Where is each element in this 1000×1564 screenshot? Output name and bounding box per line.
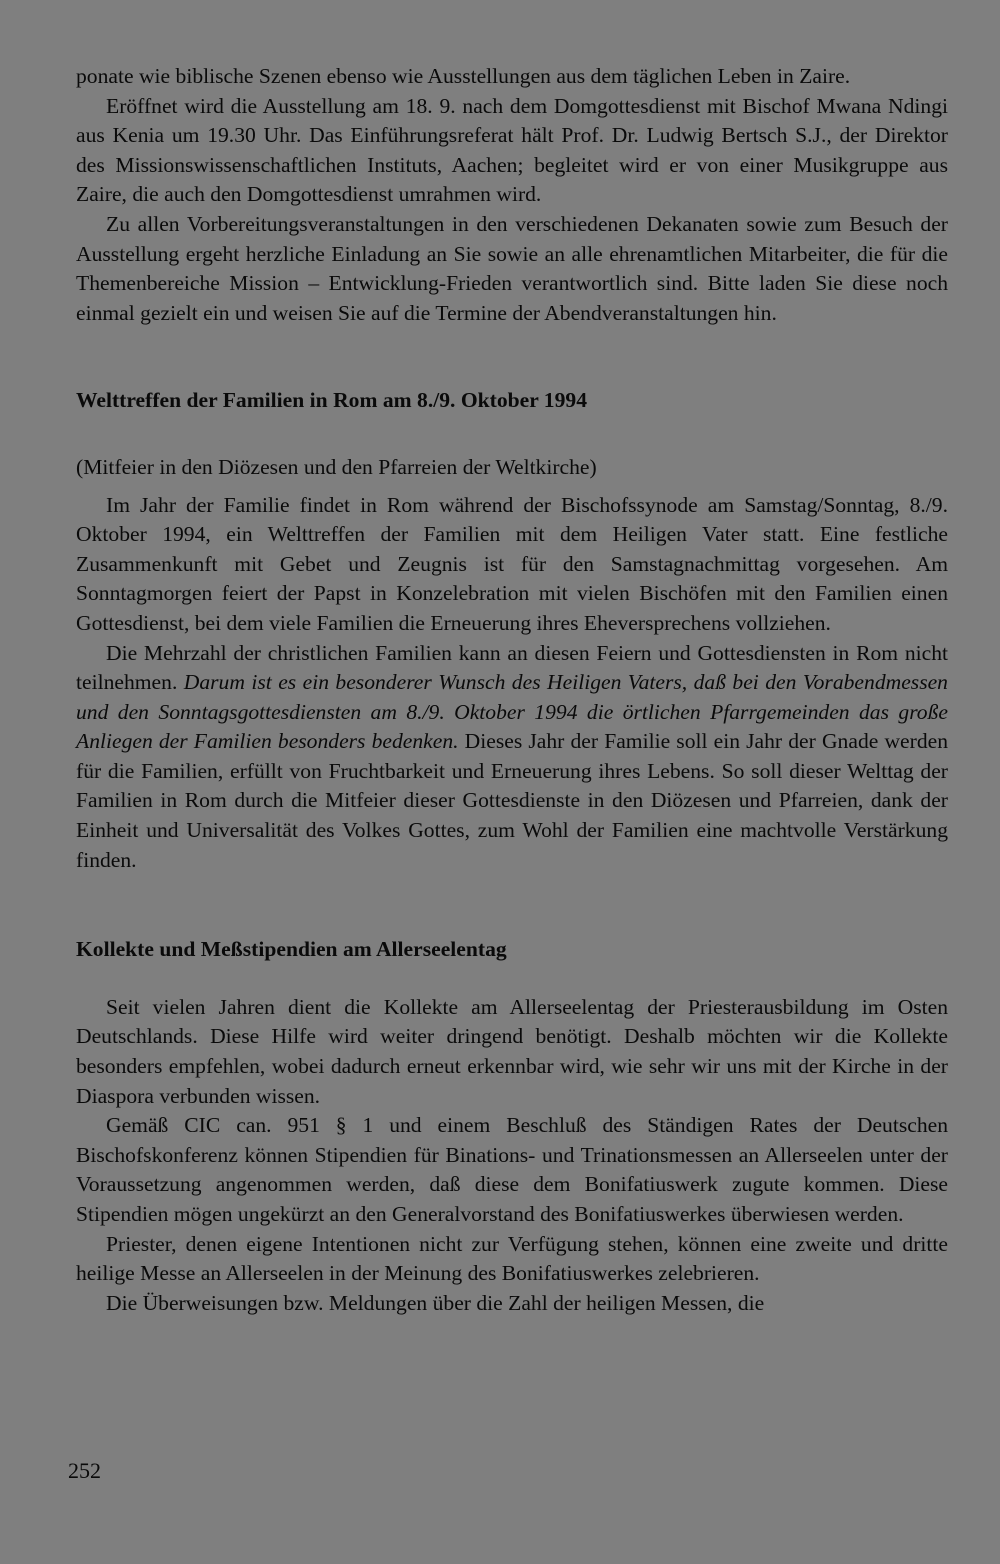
page-number: 252 [68,1458,101,1483]
document-page [76,62,948,1318]
collection-paragraph-3: Priester, denen eigene Intentionen nicht zur Verfügung stehen, können eine zweite und dritte heilige Messe an Allerseelen in der Meinung des Bonifatiuswerkes zelebrieren. [76,1231,948,1286]
continuation-paragraph: ponate wie biblische Szenen ebenso wie Ausstellungen aus dem täglichen Leben in Zaire. [76,64,851,88]
section-heading-world-meeting: Welttreffen der Familien in Rom am 8./9. Oktober 1994 [76,388,587,413]
world-meeting-paragraph-2 [76,639,948,876]
invitation-paragraph: Zu allen Vorbereitungsveranstaltungen in den verschiedenen Dekanaten sowie zum Besuch der Ausstellung ergeht herzliche Einladung an Sie sowie an alle ehrenamtlichen Mitarbeiter, die für die Themenbereiche Mission – Entwicklung-Frieden verantwortlich sind. Bitte laden Sie diese noch einmal gezielt ein und weisen Sie auf die Termine der Abendveranstaltungen hin. [76,211,948,325]
section-heading-collection: Kollekte und Meßstipendien am Allerseelentag [76,937,507,962]
exhibition-opening-paragraph: Eröffnet wird die Ausstellung am 18. 9. nach dem Domgottesdienst mit Bischof Mwana Ndingi aus Kenia um 19.30 Uhr. Das Einführungsreferat hält Prof. Dr. Ludwig Bertsch S.J., der Direktor des Missionswissenschaftlichen Instituts, Aachen; begleitet wird er von einer Musikgruppe aus Zaire, die auch den Domgottesdienst umrahmen wird. [76,93,948,207]
collection-paragraph-1: Seit vielen Jahren dient die Kollekte am Allerseelentag der Priesterausbildung im Osten Deutschlands. Diese Hilfe wird weiter dringend benötigt. Deshalb möchten wir die Kollekte besonders empfehlen, wobei dadurch erneut erkennbar wird, wie sehr wir uns mit der Kirche in der Diaspora verbunden wissen. [76,994,948,1108]
paragraph-text: Die Mehrzahl der christlichen Familien kann an diesen Feiern und Gottesdiensten in Rom nicht teilnehmen. [76,640,948,695]
section-subtitle: (Mitfeier in den Diözesen und den Pfarreien der Weltkirche) [76,454,597,479]
emphasized-text: Darum ist es ein besonderer Wunsch des Heiligen Vaters, daß bei den Vorabendmessen und den Sonntagsgottesdiensten am 8./9. Oktober 1994 die örtlichen Pfarrgemeinden das große Anliegen der Familien besonders bedenken. [76,670,948,754]
collection-paragraph-4: Die Überweisungen bzw. Meldungen über die Zahl der heiligen Messen, die [106,1290,765,1315]
paragraph-text: Dieses Jahr der Familie soll ein Jahr der Gnade werden für die Familien, erfüllt von Fruchtbarkeit und Erneuerung ihres Lebens. So soll dieser Welttag der Familien in Rom durch die Mitfeier dieser Gottesdienste in den Diözesen und Pfarreien, dank der Einheit und Universalität des Volkes Gottes, zum Wohl der Familien eine machtvolle Verstärkung finden. [76,729,949,872]
world-meeting-paragraph-1: Im Jahr der Familie findet in Rom während der Bischofssynode am Samstag/Sonntag, 8./9. Oktober 1994, ein Welttreffen der Familien mit dem Heiligen Vater statt. Eine festliche Zusammenkunft mit Gebet und Zeugnis ist für den Samstagnachmittag vorgesehen. Am Sonntagmorgen feiert der Papst in Konzelebration mit vielen Bischöfen mit den Familien einen Gottesdienst, bei dem viele Familien die Erneuerung ihres Eheversprechens vollziehen. [76,492,948,635]
collection-paragraph-2: Gemäß CIC can. 951 § 1 und einem Beschluß des Ständigen Rates der Deutschen Bischofskonferenz können Stipendien für Binations- und Trinationsmessen an Allerseelen unter der Voraussetzung angenommen werden, daß diese dem Bonifatiuswerk zugute kommen. Diese Stipendien mögen ungekürzt an den Generalvorstand des Bonifatiuswerkes überwiesen werden. [76,1113,948,1226]
